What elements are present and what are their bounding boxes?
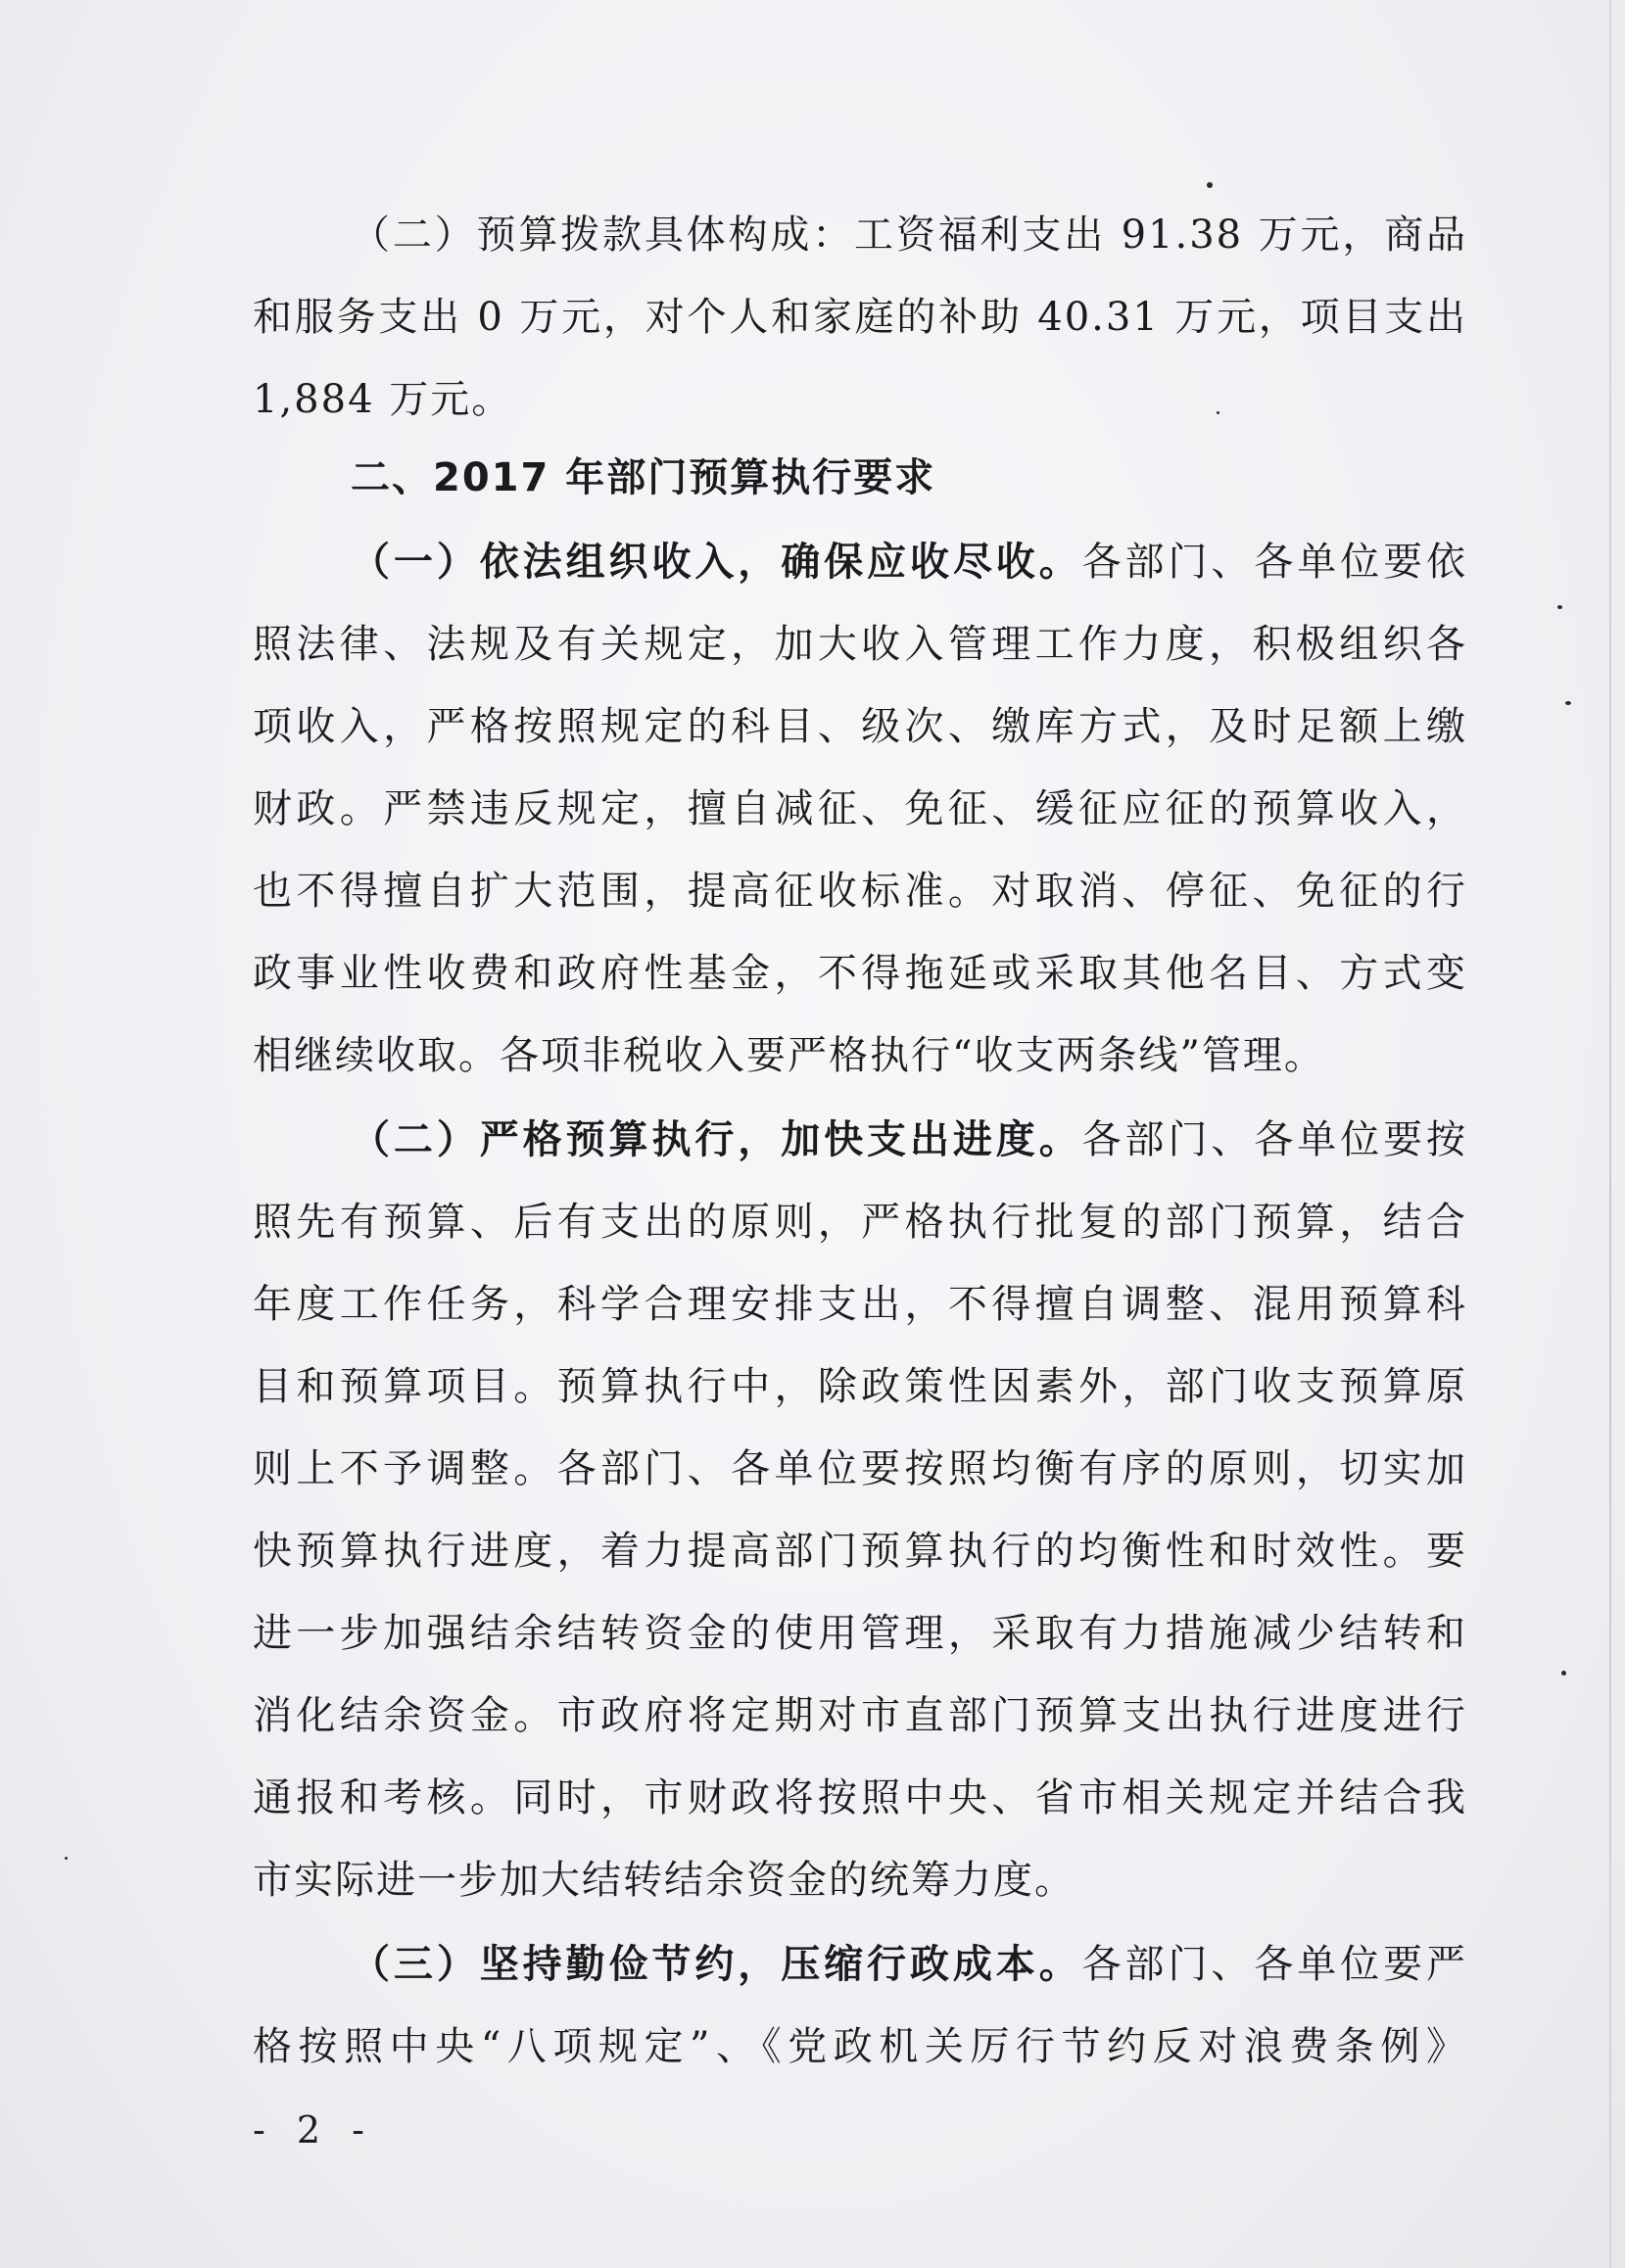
text-line: （二）预算拨款具体构成：工资福利支出 91.38 万元，商品 xyxy=(351,213,1467,258)
text-line: 格按照中央“八项规定”、《党政机关厉行节约反对浪费条例》 xyxy=(253,2024,1467,2069)
paragraph-lead: （二）严格预算执行，加快支出进度。 xyxy=(351,1116,1082,1162)
scan-speck xyxy=(1565,701,1571,705)
scan-speck xyxy=(1207,182,1213,188)
text-line: 政事业性收费和政府性基金，不得拖延或采取其他名目、方式变 xyxy=(253,951,1467,996)
scan-speck xyxy=(1561,1671,1566,1676)
paragraph-text: 各部门、各单位要按 xyxy=(1081,1117,1467,1162)
section-heading: 二、2017 年部门预算执行要求 xyxy=(351,455,936,500)
scan-speck xyxy=(1217,411,1219,414)
text-line: 也不得擅自扩大范围，提高征收标准。对取消、停征、免征的行 xyxy=(253,869,1467,914)
paragraph-text: 各部门、各单位要依 xyxy=(1081,540,1467,585)
scan-speck xyxy=(65,1857,68,1860)
text-line xyxy=(351,533,1467,591)
text-line: 相继续收取。各项非税收入要严格执行“收支两条线”管理。 xyxy=(253,1033,1325,1078)
text-line: 和服务支出 0 万元，对个人和家庭的补助 40.31 万元，项目支出 xyxy=(253,295,1467,340)
page-number: - 2 - xyxy=(253,2108,375,2151)
text-line: 则上不予调整。各部门、各单位要按照均衡有序的原则，切实加 xyxy=(253,1446,1467,1491)
paragraph-text: 各部门、各单位要严 xyxy=(1081,1942,1467,1987)
text-line: 项收入，严格按照规定的科目、级次、缴库方式，及时足额上缴 xyxy=(253,704,1467,749)
text-line: 1,884 万元。 xyxy=(253,377,513,422)
text-line: 照法律、法规及有关规定，加大收入管理工作力度，积极组织各 xyxy=(253,622,1467,667)
text-line: 市实际进一步加大结转结余资金的统筹力度。 xyxy=(253,1858,1075,1903)
text-line: 年度工作任务，科学合理安排支出，不得擅自调整、混用预算科 xyxy=(253,1282,1467,1327)
page-edge-shadow xyxy=(1609,0,1611,2268)
text-line: 财政。严禁违反规定，擅自减征、免征、缓征应征的预算收入， xyxy=(253,786,1467,831)
text-line: 进一步加强结余结转资金的使用管理，采取有力措施减少结转和 xyxy=(253,1611,1467,1656)
paragraph-lead: （三）坚持勤俭节约，压缩行政成本。 xyxy=(351,1941,1082,1987)
text-line: 目和预算项目。预算执行中，除政策性因素外，部门收支预算原 xyxy=(253,1364,1467,1409)
text-line: 通报和考核。同时，市财政将按照中央、省市相关规定并结合我 xyxy=(253,1775,1467,1820)
scan-speck xyxy=(1557,605,1562,609)
text-line: 快预算执行进度，着力提高部门预算执行的均衡性和时效性。要 xyxy=(253,1529,1467,1574)
paragraph-lead: （一）依法组织收入，确保应收尽收。 xyxy=(351,539,1082,585)
text-line: 照先有预算、后有支出的原则，严格执行批复的部门预算，结合 xyxy=(253,1200,1467,1245)
text-line xyxy=(351,1935,1467,1994)
text-line: 消化结余资金。市政府将定期对市直部门预算支出执行进度进行 xyxy=(253,1693,1467,1738)
text-line xyxy=(351,1110,1467,1169)
